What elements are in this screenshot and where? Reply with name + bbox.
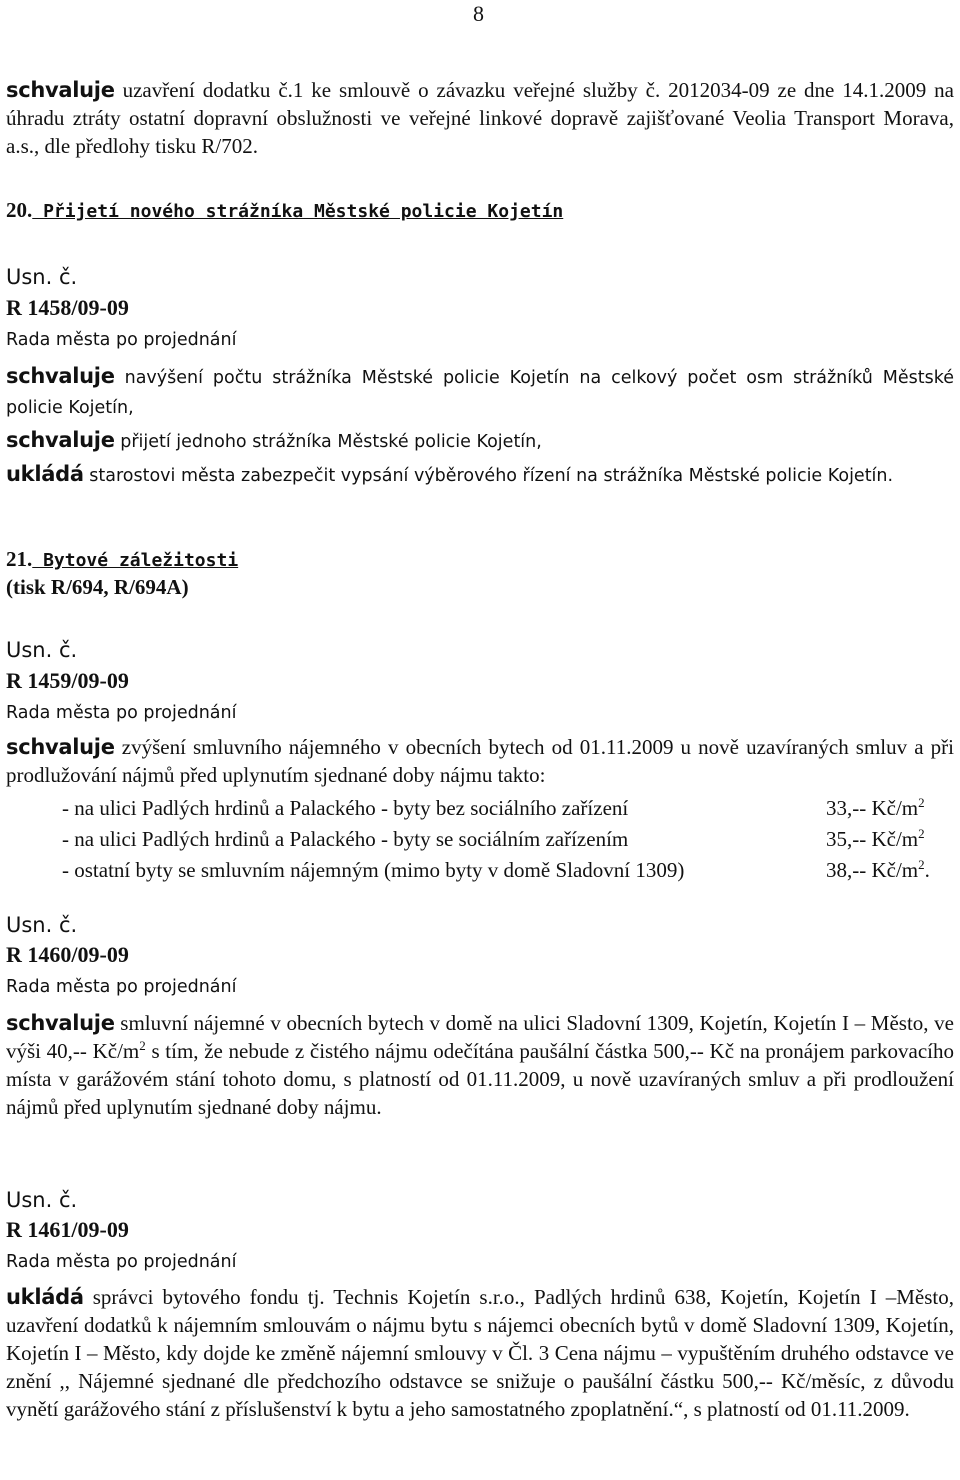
page-number: 8 bbox=[473, 1, 484, 26]
rent-row bbox=[62, 825, 954, 853]
rent-value: 33,-- $Kč/m^2$ bbox=[826, 795, 925, 820]
resolution-number: R 1460/09-09 bbox=[6, 942, 129, 967]
section-21-heading bbox=[6, 545, 954, 575]
paragraph-text: uzavření dodatku č.1 ke smlouvě o závazku veřejné služby č. 2012034-09 ze dne 14.1.2009 na úhradu ztráty ostatní dopravní obslužnosti ve veřejné linkové dopravě zajišťované Veolia Transport Morava, a.s., dle předlohy tisku R/702. bbox=[6, 78, 954, 158]
item-text: s tím, že nebude z čistého nájmu odečítána paušální částka 500,-- Kč na pronájem parkovacího místa v garážovém stání tohoto domu, s platností od 01.11.2009, u nově uzavíraných smluv a při prodloužení nájmů před uplynutím sjednané doby nájmu. bbox=[6, 1039, 954, 1119]
section-20-heading bbox=[6, 196, 954, 226]
item-text: správci bytového fondu tj. Technis Kojetín s.r.o., Padlých hrdinů 638, Kojetín, Kojetín I –Město, uzavření dodatků k nájemním smlouvám o nájmu bytu s nájemci obecních bytů v domě Sladovní 1309, Kojetín, Kojetín I – Město, kdy dojde ke změně nájemní smlouvy v Čl. 3 Cena nájmu – vypuštěním druhého odstavce ve znění ,, Nájemné sjednané dle předchozího odstavce se snižuje o paušální částku 500,-- Kč/měsíc, z důvodu vynětí garážového stání z příslušenství k bytu a jeho samostatného zpoplatnění.“, s platností od 01.11.2009. bbox=[6, 1285, 954, 1421]
rent-value: 38,-- $Kč/m^2$. bbox=[826, 857, 930, 882]
usn-label: Usn. č. bbox=[6, 265, 78, 289]
resolution-number: R 1459/09-09 bbox=[6, 668, 129, 693]
usn-label: Usn. č. bbox=[6, 1188, 78, 1212]
section-title: Bytové záležitosti bbox=[32, 550, 239, 571]
keyword-approves: schvaluje bbox=[6, 78, 115, 102]
keyword-assigns: ukládá bbox=[6, 462, 84, 486]
approval-paragraph bbox=[6, 76, 954, 160]
usn-label: Usn. č. bbox=[6, 638, 78, 662]
rent-row bbox=[62, 856, 954, 884]
section-number: 21. bbox=[6, 547, 33, 571]
rent-row bbox=[62, 794, 954, 822]
resolution-number: R 1461/09-09 bbox=[6, 1217, 129, 1242]
section-title: Přijetí nového strážníka Městské policie Kojetín bbox=[32, 201, 564, 222]
resolution-body-1458 bbox=[6, 362, 954, 490]
keyword-approves: schvaluje bbox=[6, 428, 115, 452]
rent-description: - na ulici Padlých hrdinů a Palackého - byty bez sociálního zařízení bbox=[62, 796, 629, 820]
keyword-approves: schvaluje bbox=[6, 1011, 115, 1035]
keyword-approves: schvaluje bbox=[6, 364, 115, 388]
resolution-body-1460: schvaluje smluvní nájemné v obecních bytech v domě na ulici Sladovní 1309, Kojetín, Kojetín I – Město, ve výši 40,-- $Kč/m^2$ s tím, že nebude z čistého nájmu odečítána paušální částka 500,-- Kč na pronájem parkovacího místa v garážovém stání tohoto domu, s platností od 01.11.2009, u nově uzavíraných smluv a při prodloužení nájmů před uplynutím sjednané doby nájmu. bbox=[6, 1011, 954, 1119]
keyword-assigns: ukládá bbox=[6, 1285, 84, 1309]
keyword-approves: schvaluje bbox=[6, 735, 115, 759]
rent-list bbox=[62, 794, 954, 884]
council-intro: Rada města po projednání bbox=[6, 330, 237, 350]
council-intro: Rada města po projednání bbox=[6, 977, 237, 997]
section-subtitle: (tisk R/694, R/694A) bbox=[6, 575, 189, 599]
rent-description: - ostatní byty se smluvním nájemným (mimo byty v domě Sladovní 1309) bbox=[62, 858, 685, 882]
rent-value: 35,-- $Kč/m^2$ bbox=[826, 826, 925, 851]
item-text: přijetí jednoho strážníka Městské policie Kojetín, bbox=[114, 432, 542, 452]
item-text: starostovi města zabezpečit vypsání výběrového řízení na strážníka Městské policie Kojetín. bbox=[83, 466, 894, 486]
resolution-body-1459 bbox=[6, 733, 954, 789]
item-text: zvýšení smluvního nájemného v obecních bytech od 01.11.2009 u nově uzavíraných smluv a při prodlužování nájmů před uplynutím sjednané doby nájmu takto: bbox=[6, 735, 954, 787]
usn-label: Usn. č. bbox=[6, 913, 78, 937]
item-text: navýšení počtu strážníka Městské policie Kojetín na celkový počet osm strážníků Městské policie Kojetín, bbox=[6, 368, 954, 418]
item-text: smluvní nájemné v obecních bytech v domě na ulici Sladovní 1309, Kojetín, Kojetín I – Město, ve výši 40,-- Kč/m bbox=[6, 1011, 954, 1063]
rent-description: - na ulici Padlých hrdinů a Palackého - byty se sociálním zařízením bbox=[62, 827, 629, 851]
resolution-body-1461 bbox=[6, 1283, 954, 1423]
resolution-number: R 1458/09-09 bbox=[6, 295, 129, 320]
council-intro: Rada města po projednání bbox=[6, 1252, 237, 1272]
council-intro: Rada města po projednání bbox=[6, 703, 237, 723]
section-number: 20. bbox=[6, 198, 33, 222]
